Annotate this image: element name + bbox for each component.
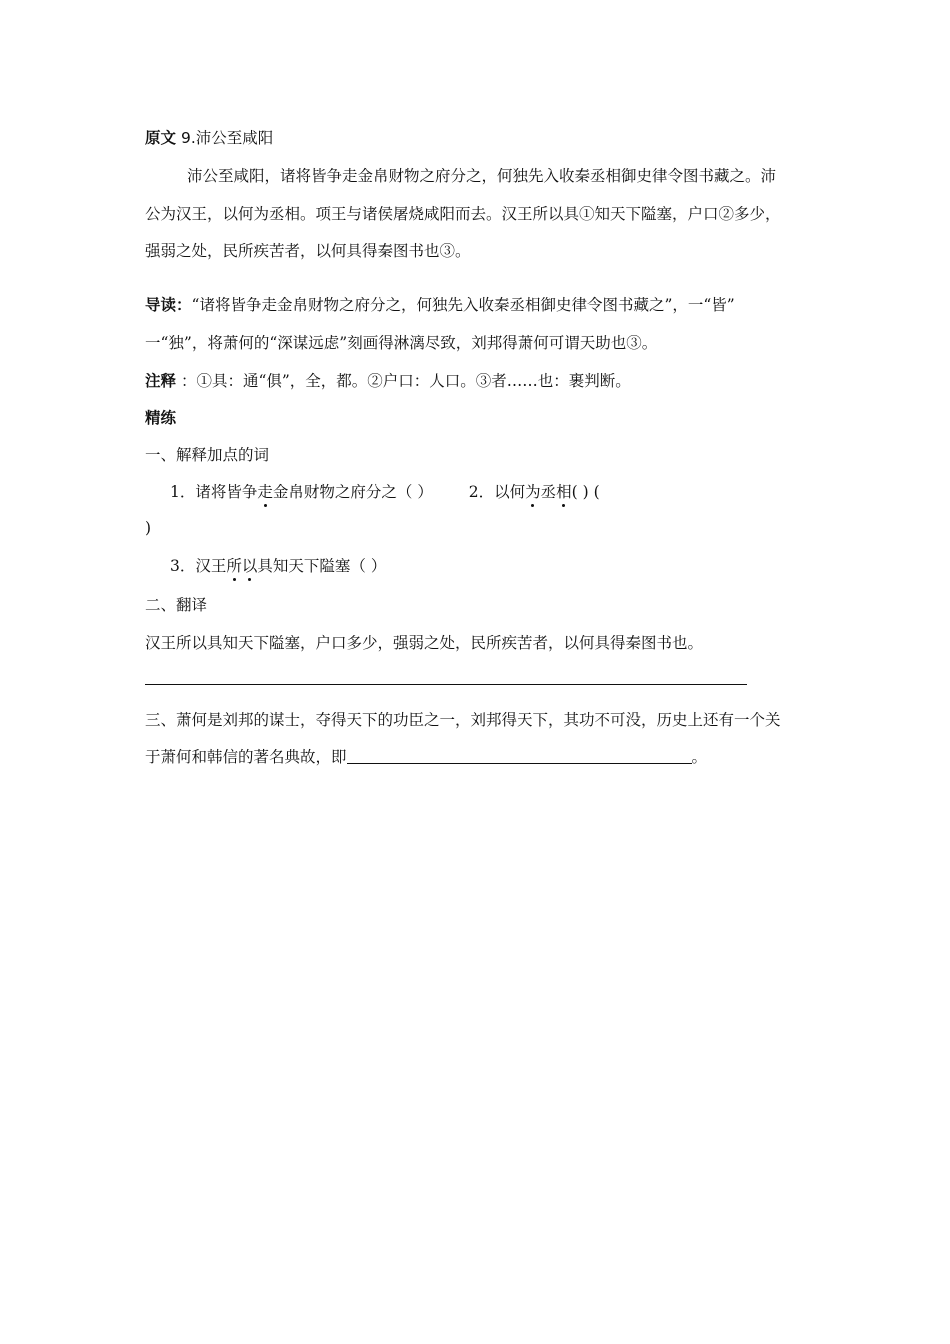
original-line-2: 公为汉王，以何为丞相。项王与诸侯屠烧咸阳而去。汉王所以具①知天下隘塞，户口②多少，: [145, 205, 781, 223]
question-1-and-2: [170, 482, 600, 502]
q3-dotted-word-2: 以: [241, 557, 258, 575]
section3-line-2: [145, 747, 707, 767]
q1-text-post: 金帛财物之府分之（ ）: [272, 483, 433, 501]
q3-dotted-word-1: 所: [226, 557, 242, 575]
original-heading: [145, 128, 273, 148]
original-label: 原文: [145, 129, 177, 147]
section1-title: 一、解释加点的词: [145, 446, 270, 464]
practice-label: 精练: [145, 409, 177, 427]
notes-label: 注释: [145, 372, 177, 390]
q2-text-mid: 丞: [540, 483, 557, 501]
section3-text-post: 。: [691, 748, 708, 766]
guide-text-1: “诸将皆争走金帛财物之府分之，何独先入收秦丞相御史律令图书藏之”，一“皆”: [191, 296, 735, 314]
q2-text-post: ( ) (: [571, 483, 600, 501]
section3-text-pre: 于萧何和韩信的著名典故，即: [145, 748, 347, 766]
q1-text-pre: 1．诸将皆争: [170, 483, 258, 501]
q2-dotted-word-2: 相: [556, 483, 572, 501]
original-line-3: 强弱之处，民所疾苦者，以何具得秦图书也③。: [145, 242, 471, 260]
guide-line-2: 一“独”，将萧何的“深谋远虑”刻画得淋漓尽致，刘邦得萧何可谓天助也③。: [145, 334, 658, 352]
question-3: [170, 556, 386, 576]
original-line-1: 沛公至咸阳，诸将皆争走金帛财物之府分之，何独先入收秦丞相御史律令图书藏之。沛: [187, 167, 777, 185]
allusion-answer-blank[interactable]: [347, 747, 692, 764]
guide-line-1: [145, 295, 735, 315]
notes-line: [145, 371, 631, 391]
original-title: 9.沛公至咸阳: [180, 129, 274, 147]
guide-label: 导读：: [145, 296, 192, 314]
q2-wrap: ): [145, 519, 152, 537]
section3-line-1: 三、萧何是刘邦的谋士，夺得天下的功臣之一，刘邦得天下，其功不可没，历史上还有一个关: [145, 711, 781, 729]
q2-text-pre: 2．以何: [468, 483, 526, 501]
q1-dotted-word: 走: [257, 483, 273, 501]
notes-text: ：①具：通“俱”，全，都。②户口：人口。③者……也：裹判断。: [176, 372, 631, 390]
q3-text-pre: 3．汉王: [170, 557, 227, 575]
q3-text-post: 具知天下隘塞（ ）: [257, 557, 387, 575]
translation-answer-line[interactable]: [145, 684, 747, 685]
q2-dotted-word-1: 为: [525, 483, 541, 501]
section2-sentence: 汉王所以具知天下隘塞，户口多少，强弱之处，民所疾苦者，以何具得秦图书也。: [145, 634, 704, 652]
section2-title: 二、翻译: [145, 596, 208, 614]
